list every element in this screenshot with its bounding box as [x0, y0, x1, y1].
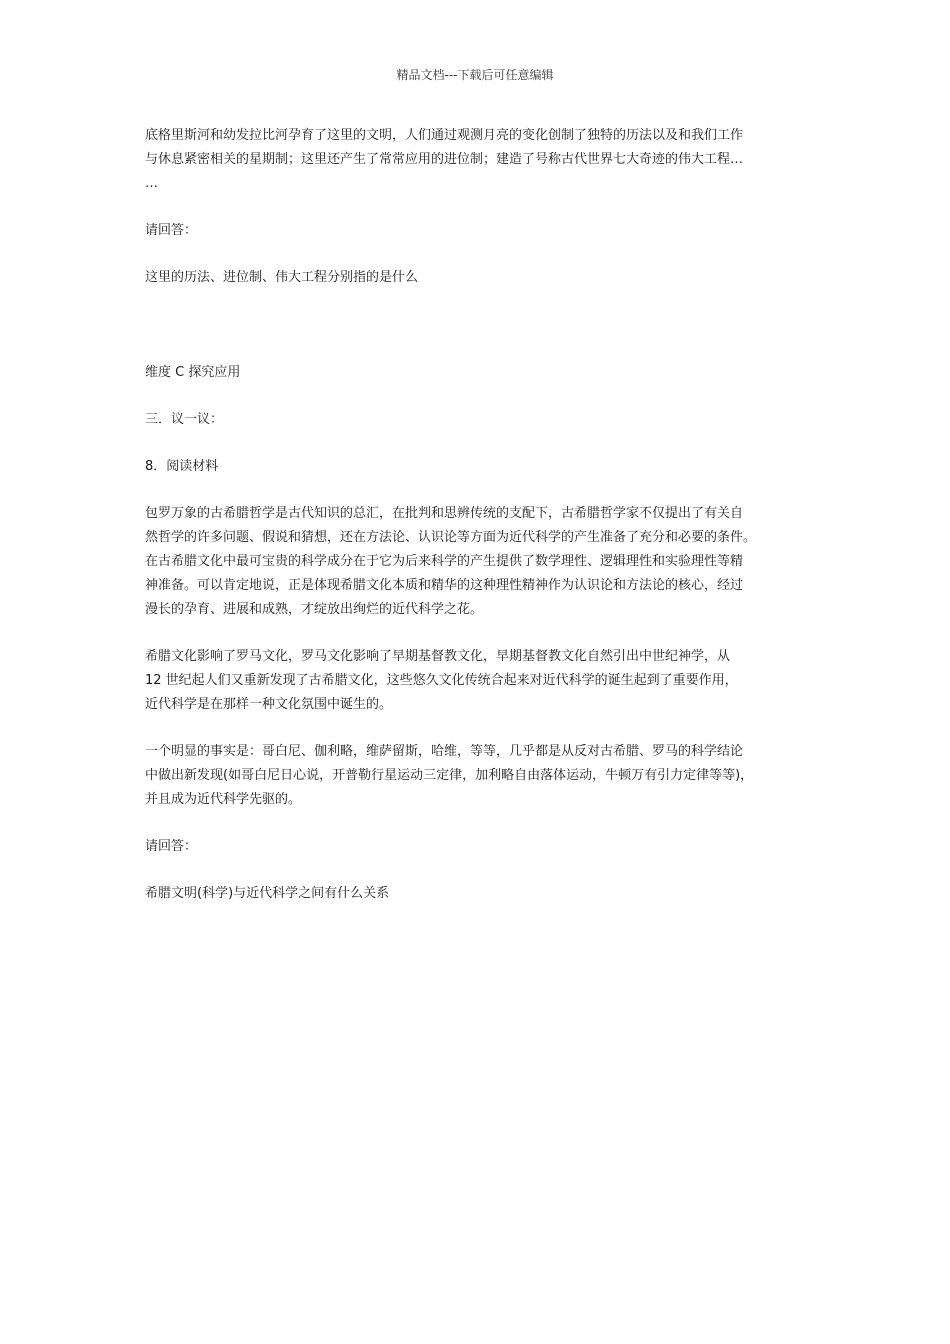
- material-line: 然哲学的许多问题、假说和猜想，还在方法论、认识论等方面为近代科学的产生准备了充分和必要的条件。: [145, 530, 757, 545]
- material-paragraph: [145, 502, 813, 622]
- material-paragraph: [145, 645, 813, 717]
- material-line: 包罗万象的古希腊哲学是古代知识的总汇，在批判和思辨传统的支配下，古希腊哲学家不仅提出了有关自: [145, 506, 744, 521]
- question: 这里的历法、进位制、伟大工程分别指的是什么: [145, 270, 419, 285]
- intro-line: …: [145, 176, 158, 191]
- material-line: 中做出新发现(如哥白尼日心说，开普勒行星运动三定律，加利略自由落体运动，牛顿万有引力定律等等)，: [145, 768, 754, 783]
- material-line: 近代科学是在那样一种文化氛围中诞生的。: [145, 697, 393, 712]
- item-heading: 8．阅读材料: [145, 459, 219, 474]
- subsection-heading: 三．议一议：: [145, 412, 224, 427]
- material-line: 12 世纪起人们又重新发现了古希腊文化，这些悠久文化传统合起来对近代科学的诞生起到了重要作用，: [145, 673, 738, 688]
- material-paragraph: [145, 740, 813, 812]
- intro-paragraph: [145, 124, 813, 196]
- material-line: 一个明显的事实是：哥白尼、伽利略，维萨留斯，哈维，等等，几乎都是从反对古希腊、罗马的科学结论: [145, 744, 744, 759]
- document-body: [145, 124, 813, 906]
- section-title: 维度 C 探究应用: [145, 365, 241, 380]
- material-line: 并且成为近代科学先驱的。: [145, 792, 302, 807]
- material-line: 希腊文化影响了罗马文化，罗马文化影响了早期基督教文化，早期基督教文化自然引出中世纪神学，从: [145, 649, 731, 664]
- material-line: 神准备。可以肯定地说，正是体现希腊文化本质和精华的这种理性精神作为认识论和方法论的核心，经过: [145, 578, 744, 593]
- page-header: 精品文档---下载后可任意编辑: [396, 68, 554, 82]
- question: 希腊文明(科学)与近代科学之间有什么关系: [145, 886, 390, 901]
- intro-line: 底格里斯河和幼发拉比河孕育了这里的文明，人们通过观测月亮的变化创制了独特的历法以及和我们工作: [145, 128, 744, 143]
- answer-prompt: 请回答：: [145, 223, 198, 238]
- answer-prompt: 请回答：: [145, 839, 198, 854]
- material-line: 在古希腊文化中最可宝贵的科学成分在于它为后来科学的产生提供了数学理性、逻辑理性和实验理性等精: [145, 554, 744, 569]
- intro-line: 与休息紧密相关的星期制；这里还产生了常常应用的进位制；建造了号称古代世界七大奇迹的伟大工程…: [145, 152, 744, 167]
- material-line: 漫长的孕育、进展和成熟，才绽放出绚烂的近代科学之花。: [145, 602, 484, 617]
